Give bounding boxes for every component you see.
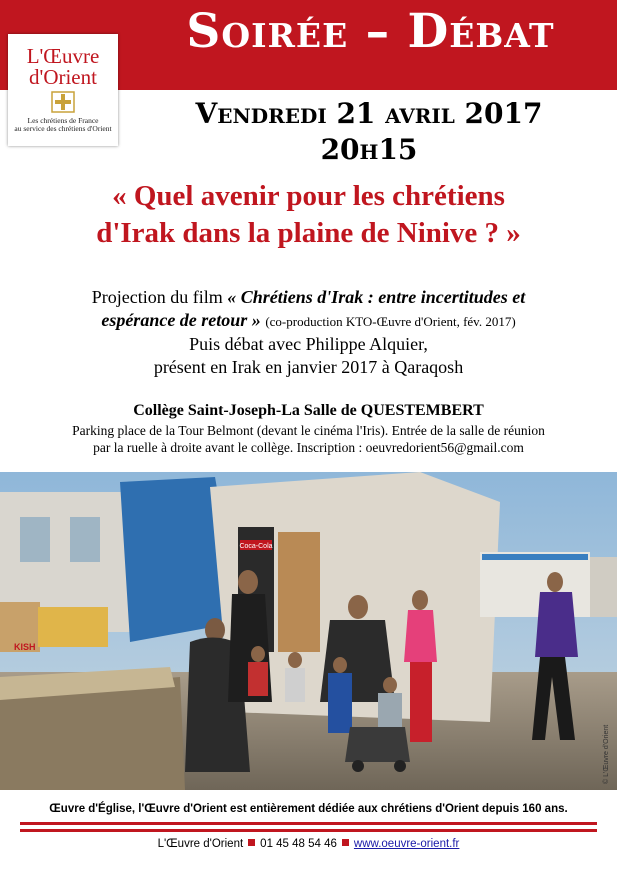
projection-intro: Projection du film [91, 287, 228, 307]
red-square-icon [248, 839, 255, 846]
footer-org: L'Œuvre d'Orient [157, 838, 244, 850]
venue-name: Collège Saint-Joseph-La Salle de QUESTEMBERT [133, 402, 484, 419]
cross-emblem-icon [48, 91, 78, 113]
photo-illustration [0, 472, 617, 790]
box-label: KISH [14, 642, 36, 652]
divider-bottom [20, 829, 597, 832]
projection-block [0, 286, 617, 379]
film-title-1: « Chrétiens d'Irak : entre incertitudes et [227, 287, 526, 307]
oeuvre-orient-logo [8, 34, 118, 146]
logo-tagline-1: Les chrétiens de France [27, 116, 99, 125]
debate-line-2: présent en Irak en janvier 2017 à Qaraqosh [153, 357, 464, 377]
venue-address [0, 422, 617, 456]
question-line-2: d'Irak dans la plaine de Ninive ? » [96, 217, 521, 249]
contact-line [0, 838, 617, 850]
divider-top [20, 822, 597, 825]
refugee-camp-photo [0, 472, 617, 790]
address-line-2: par la ruelle à droite avant le collège. Inscription : oeuvredorient56@gmail.com [93, 440, 524, 455]
cola-sign-text: Coca-Cola [239, 543, 273, 550]
debate-line-1: Puis débat avec Philippe Alquier, [189, 334, 428, 354]
event-title: Soirée – Débat [186, 4, 555, 59]
event-time: 20h15 [320, 133, 418, 166]
footer-phone: 01 45 48 54 46 [260, 838, 337, 850]
logo-tagline-2: au service des chrétiens d'Orient [14, 124, 112, 133]
red-square-icon [342, 839, 349, 846]
debate-question [0, 178, 617, 252]
photo-credit: © L'Œuvre d'Orient [603, 724, 610, 784]
logo-name-line2: d'Orient [29, 65, 97, 89]
mission-statement: Œuvre d'Église, l'Œuvre d'Orient est entièrement dédiée aux chrétiens d'Orient depuis 160 ans. [49, 803, 568, 815]
logo-name-line1: L'Œuvre [26, 44, 100, 68]
address-line-1: Parking place de la Tour Belmont (devant le cinéma l'Iris). Entrée de la salle de réunion [72, 423, 545, 438]
event-date: Vendredi 21 avril 2017 [195, 97, 543, 130]
film-title-2: espérance de retour » [101, 310, 261, 330]
website-link[interactable]: www.oeuvre-orient.fr [353, 838, 460, 850]
production-note: (co-production KTO-Œuvre d'Orient, fév. 2017) [265, 314, 516, 329]
question-line-1: « Quel avenir pour les chrétiens [112, 180, 505, 212]
